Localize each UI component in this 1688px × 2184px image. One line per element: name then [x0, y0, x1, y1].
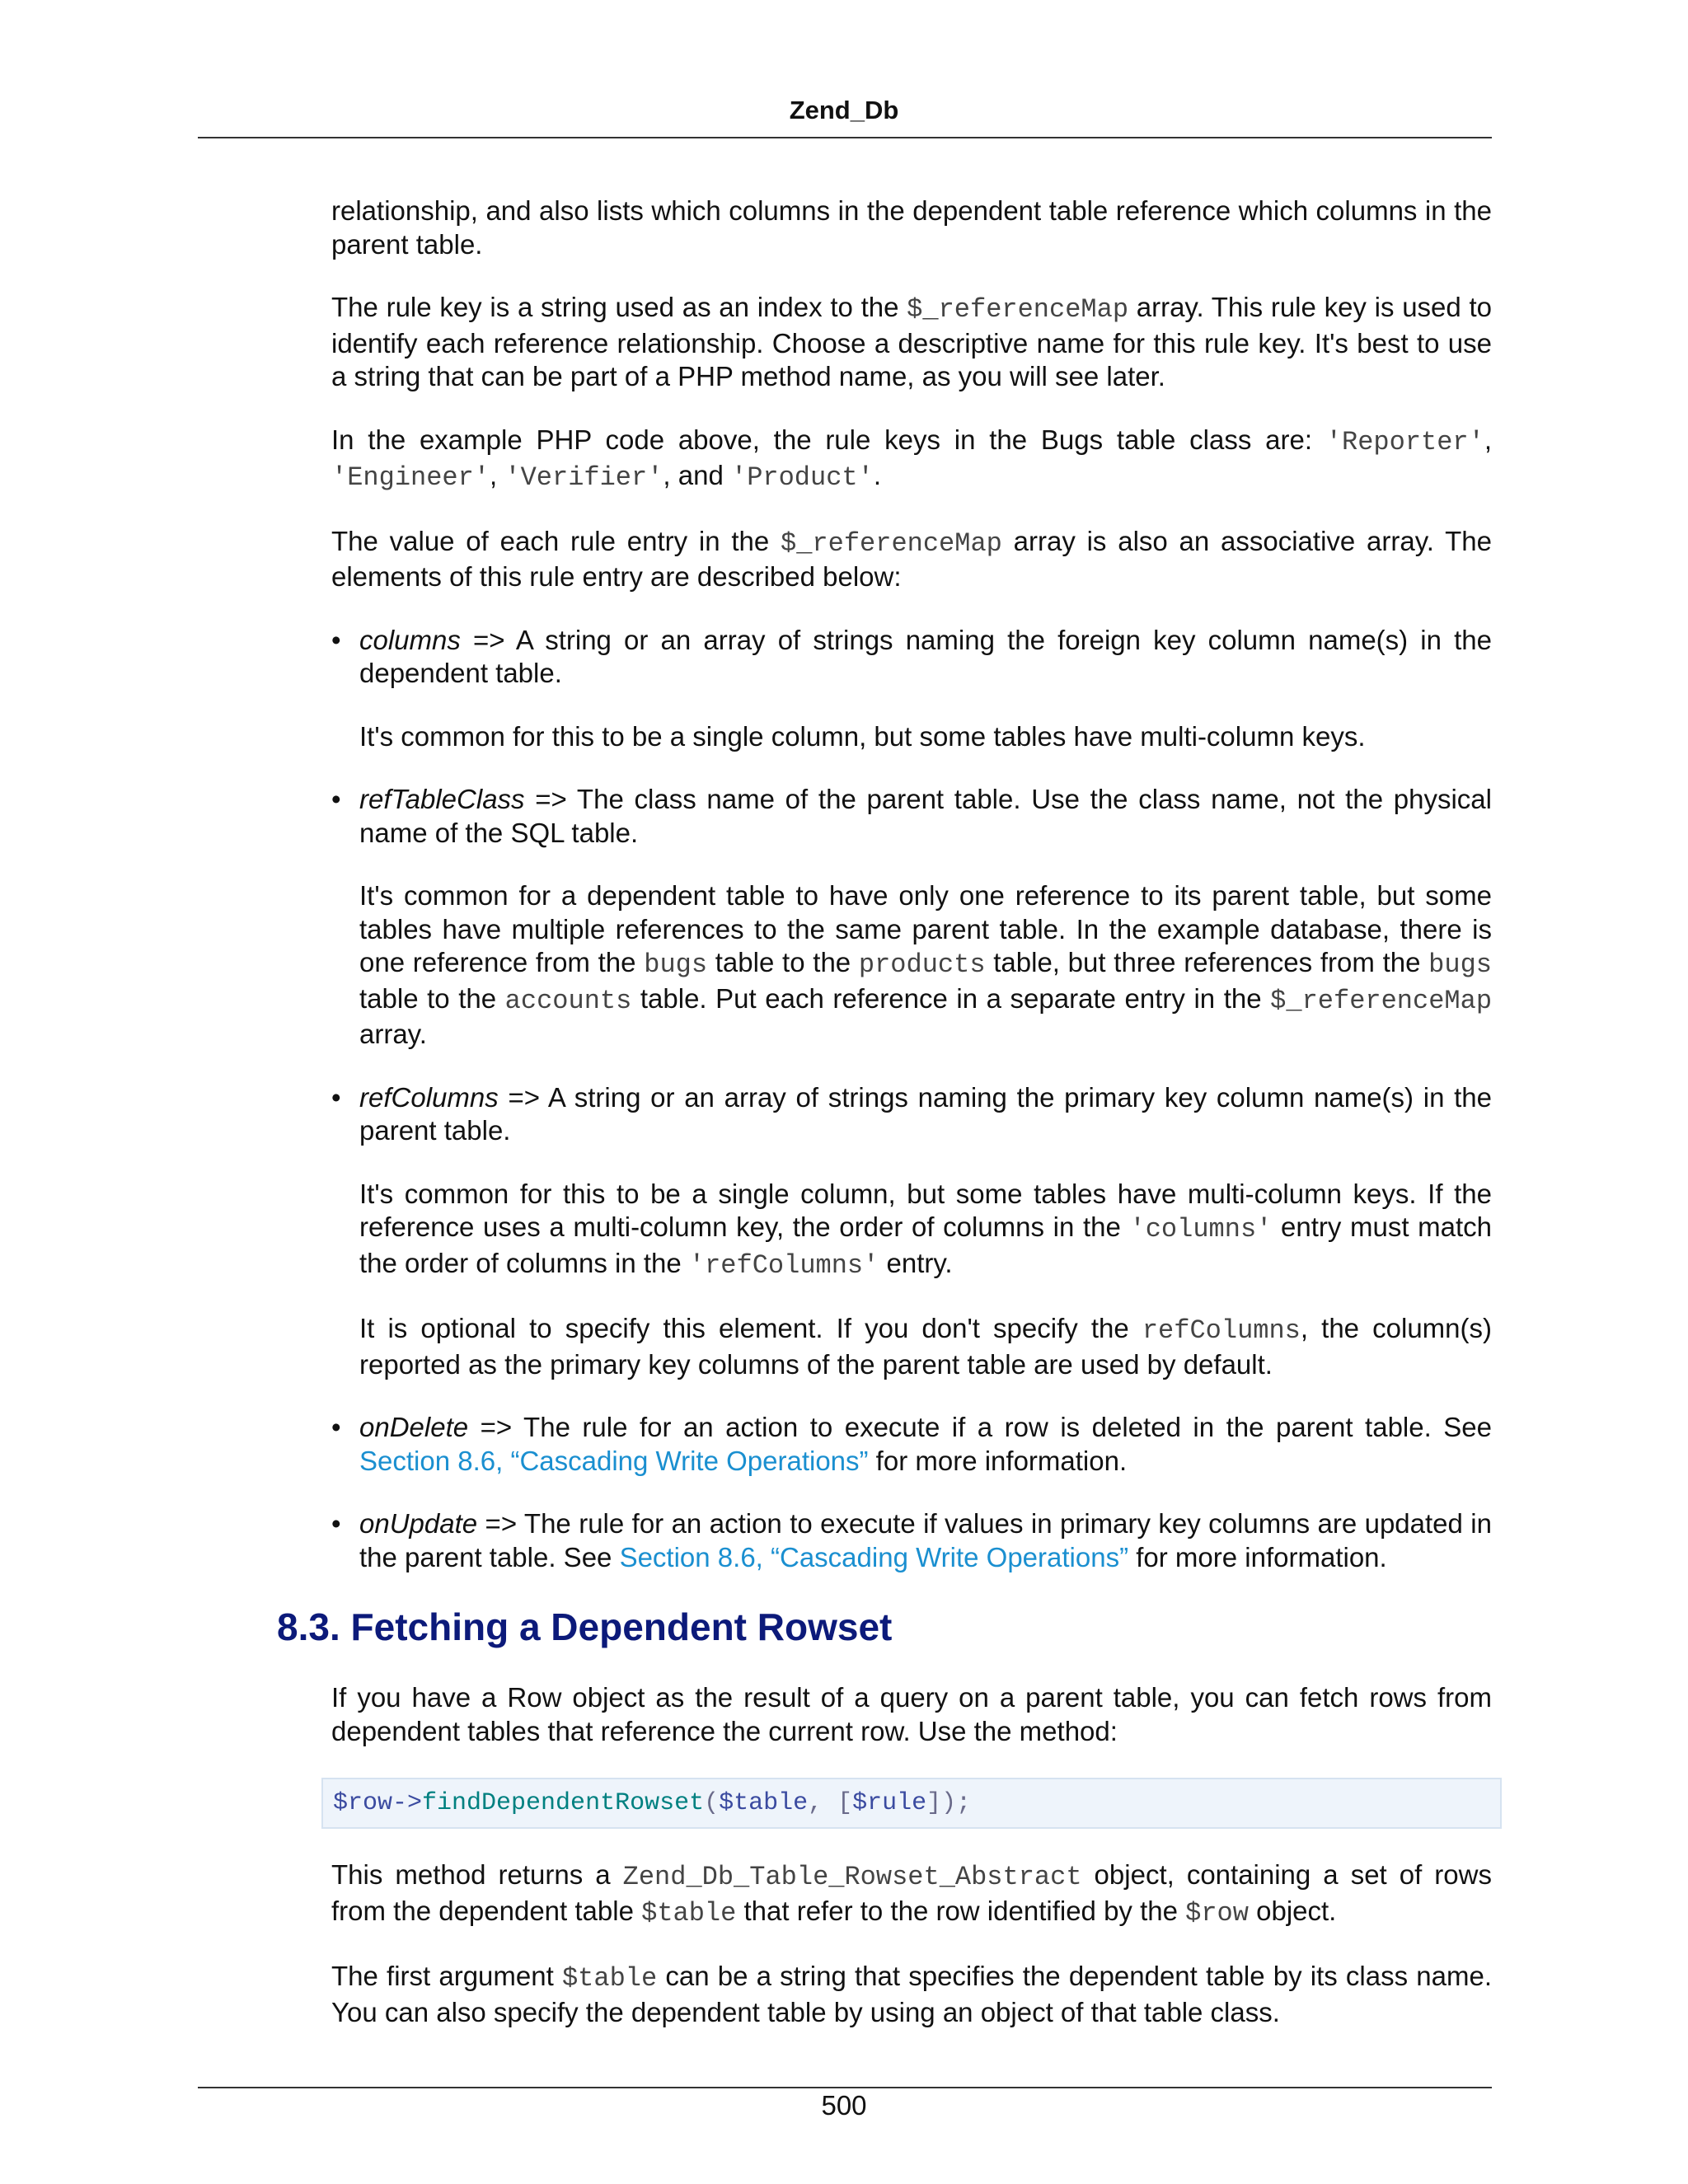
rule-elements-list	[331, 624, 1492, 1575]
text: object.	[1248, 1895, 1337, 1926]
item-note: It's common for this to be a single column, but some tables have multi-column keys.	[359, 720, 1366, 752]
text: , and	[663, 460, 731, 490]
text: table to the	[707, 947, 859, 977]
section-link[interactable]: Section 8.6, “Cascading Write Operations”	[619, 1541, 1129, 1572]
text: array is also an associative array. The elements of this rule entry are described below:	[331, 525, 1492, 592]
text: => The rule for an action to execute if a row is deleted in the parent table. See	[468, 1412, 1492, 1442]
text: array. This rule key is used to identify each reference relationship. Choose a descriptive name for this rule key. It's best to use a string that can be part of a PHP method name, as you will see later.	[331, 292, 1492, 391]
item-description	[359, 1081, 1492, 1148]
item-note	[359, 1312, 1492, 1381]
list-item-columns	[331, 624, 1492, 754]
header-rule	[198, 137, 1492, 138]
code-token: $row	[333, 1789, 393, 1817]
list-item-reftableclass	[331, 783, 1492, 1052]
item-note	[359, 1178, 1492, 1283]
list-item-onupdate	[331, 1507, 1492, 1574]
text: object, containing a set of rows from the dependent table	[331, 1859, 1492, 1926]
inline-code: accounts	[504, 985, 632, 1016]
text: entry must match the order of columns in the	[359, 1212, 1493, 1278]
inline-code: 'refColumns'	[688, 1249, 879, 1281]
text: => A string or an array of strings naming the primary key column name(s) in the parent table.	[359, 1081, 1492, 1146]
text: array.	[359, 1019, 427, 1049]
item-description	[359, 1411, 1492, 1478]
code-token: (	[704, 1789, 720, 1817]
item-description	[359, 624, 1492, 691]
inline-code: 'Reporter'	[1325, 426, 1484, 457]
item-term: columns	[359, 624, 461, 655]
list-item-ondelete	[331, 1411, 1492, 1478]
text: table to the	[359, 982, 505, 1014]
code-token: , [	[808, 1789, 853, 1817]
inline-code: 'Engineer'	[331, 462, 490, 493]
inline-code: refColumns	[1142, 1315, 1301, 1346]
paragraph: relationship, and also lists which columns in the dependent table reference which columns in the parent table.	[331, 195, 1492, 260]
text: table. Put each reference in a separate entry in the	[631, 982, 1271, 1014]
code-token: ->	[392, 1789, 423, 1817]
section-link[interactable]: Section 8.6, “Cascading Write Operations”	[359, 1445, 869, 1476]
inline-code: products	[858, 949, 986, 980]
inline-code: 'columns'	[1129, 1214, 1273, 1244]
inline-code: $_referenceMap	[1270, 985, 1493, 1016]
item-term: refColumns	[359, 1081, 499, 1113]
inline-code: bugs	[644, 949, 708, 980]
text: It is optional to specify this element. If you don't specify the	[359, 1313, 1142, 1343]
text: => A string or an array of strings naming the foreign key column name(s) in the dependent table.	[359, 624, 1492, 688]
item-description	[359, 1507, 1492, 1574]
footer-rule	[198, 2087, 1492, 2088]
text: This method returns a	[331, 1859, 623, 1890]
text: The rule key is a string used as an index to the	[331, 292, 907, 322]
text: => The class name of the parent table. Use the class name, not the physical name of the SQL table.	[359, 784, 1492, 848]
text: .	[873, 460, 881, 490]
text: entry.	[879, 1247, 953, 1278]
inline-code: 'Verifier'	[504, 462, 663, 493]
inline-code: bugs	[1428, 949, 1492, 980]
item-note	[359, 879, 1492, 1052]
code-token: $rule	[852, 1789, 927, 1817]
inline-code: $_referenceMap	[781, 527, 1002, 559]
text: , the column(s) reported as the primary key columns of the parent table are used by default.	[359, 1313, 1492, 1380]
page-number: 500	[821, 2090, 867, 2121]
paragraph	[331, 424, 1492, 495]
paragraph	[331, 1858, 1492, 1930]
inline-code: $table	[641, 1897, 737, 1929]
inline-code: $table	[561, 1963, 658, 1994]
text: It's common for this to be a single column, but some tables have multi-column keys. If the reference uses a multi-column key, the order of columns in the	[359, 1178, 1492, 1242]
text: The value of each rule entry in the	[331, 525, 781, 556]
inline-code: 'Product'	[730, 462, 874, 493]
code-block	[321, 1778, 1502, 1829]
item-term: onUpdate	[359, 1508, 478, 1539]
paragraph: If you have a Row object as the result of a query on a parent table, you can fetch rows from dependent tables that reference the current row. Use the method:	[331, 1682, 1492, 1746]
section-heading: 8.3. Fetching a Dependent Rowset	[277, 1605, 893, 1648]
text: The first argument	[331, 1961, 562, 1991]
list-item-refcolumns	[331, 1081, 1492, 1382]
text: => The rule for an action to execute if values in primary key columns are updated in the parent table. See	[359, 1508, 1492, 1572]
paragraph	[331, 1960, 1492, 2029]
item-term: refTableClass	[359, 784, 525, 814]
running-header: Zend_Db	[789, 96, 899, 124]
page-content	[277, 194, 1493, 2059]
inline-code: $row	[1185, 1897, 1249, 1929]
inline-code: Zend_Db_Table_Rowset_Abstract	[622, 1862, 1082, 1892]
paragraph	[331, 525, 1492, 594]
text: can be a string that specifies the dependent table by its class name. You can also specify the dependent table by using an object of that table class.	[331, 1961, 1492, 2027]
paragraph	[331, 291, 1492, 394]
text: table, but three references from the	[985, 947, 1429, 977]
text: ,	[490, 460, 505, 490]
inline-code: $_referenceMap	[907, 294, 1129, 325]
text: In the example PHP code above, the rule keys in the Bugs table class are:	[331, 424, 1326, 455]
code-token: $table	[719, 1789, 809, 1817]
text: for more information.	[1128, 1541, 1387, 1572]
text: that refer to the row identified by the	[736, 1895, 1186, 1926]
text: ,	[1484, 424, 1492, 455]
item-term: onDelete	[359, 1412, 469, 1442]
text: for more information.	[868, 1445, 1128, 1476]
text: It's common for a dependent table to have only one reference to its parent table, but some tables have multiple references to the same parent table. In the example database, there is one reference from the	[359, 880, 1492, 977]
code-token: findDependentRowset	[422, 1789, 705, 1817]
item-description	[359, 783, 1492, 850]
code-token: ]);	[926, 1789, 972, 1817]
